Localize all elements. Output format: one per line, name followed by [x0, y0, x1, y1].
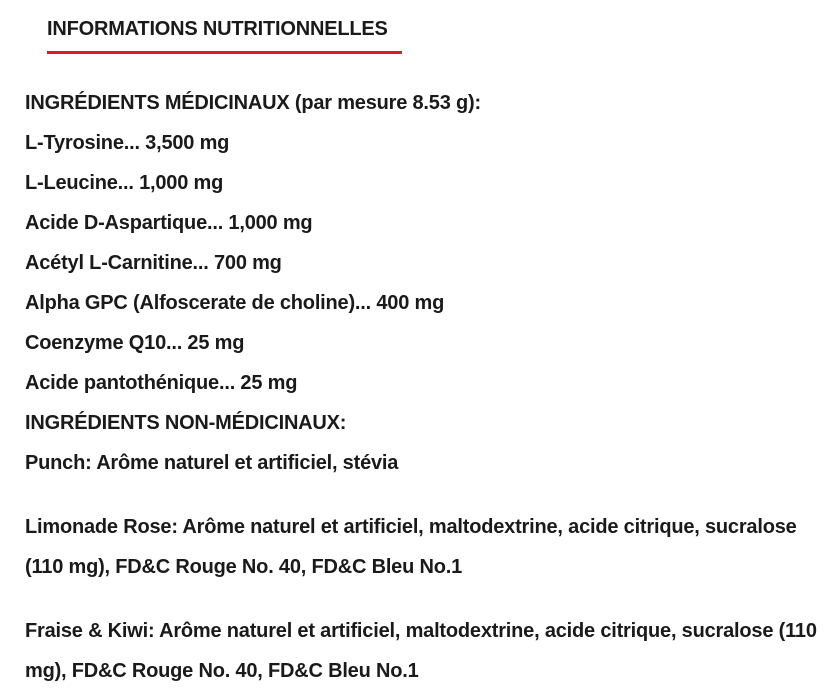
flavor-punch: Punch: Arôme naturel et artificiel, stévia [25, 452, 399, 474]
flavor-limonade-rose: Limonade Rose: Arôme naturel et artificiel, maltodextrine, acide citrique, sucralose (110 mg), FD&C Rouge No. 40, FD&C Bleu No.1 [25, 516, 797, 578]
nutrition-content [25, 83, 823, 691]
flavor-fraise-kiwi: Fraise & Kiwi: Arôme naturel et artificiel, maltodextrine, acide citrique, sucralose (110 mg), FD&C Rouge No. 40, FD&C Bleu No.1 [25, 620, 817, 682]
ingredient-item: Acide D-Aspartique... 1,000 mg [25, 212, 313, 234]
ingredient-item: Alpha GPC (Alfoscerate de choline)... 400 mg [25, 292, 445, 314]
ingredient-item: L-Tyrosine... 3,500 mg [25, 132, 230, 154]
tab-nutrition-info[interactable] [47, 14, 402, 54]
ingredient-item: Acétyl L-Carnitine... 700 mg [25, 252, 282, 274]
ingredient-item: Coenzyme Q10... 25 mg [25, 332, 245, 354]
tab-title: INFORMATIONS NUTRITIONNELLES [47, 18, 388, 40]
non-medicinal-heading: INGRÉDIENTS NON-MÉDICINAUX: [25, 412, 347, 434]
ingredient-item: L-Leucine... 1,000 mg [25, 172, 224, 194]
medicinal-heading: INGRÉDIENTS MÉDICINAUX (par mesure 8.53 g): [25, 92, 481, 114]
ingredient-item: Acide pantothénique... 25 mg [25, 372, 298, 394]
